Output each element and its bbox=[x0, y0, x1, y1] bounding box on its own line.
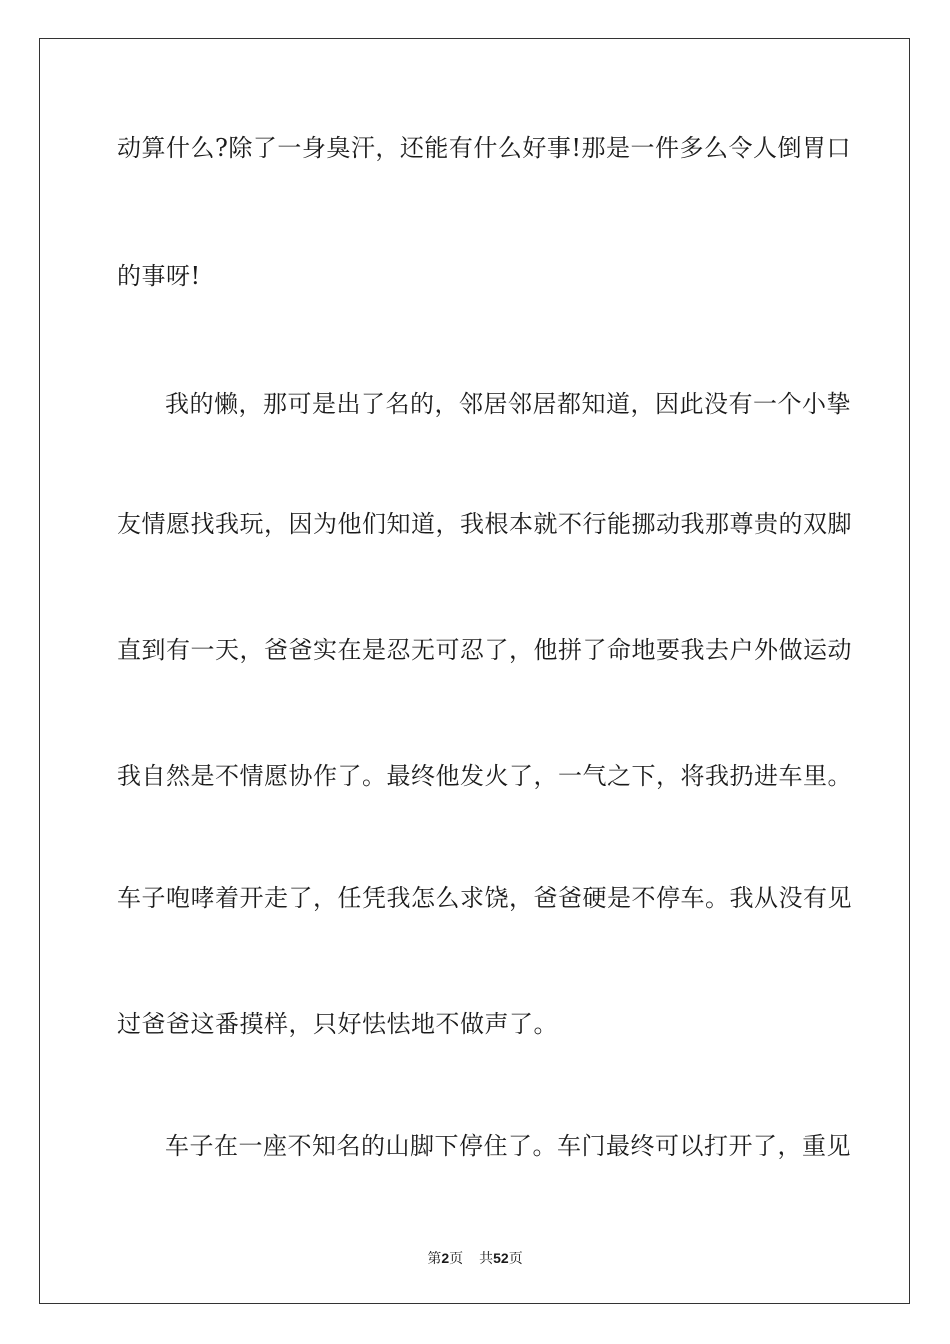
text-line-5: 直到有一天，爸爸实在是忍无可忍了，他拼了命地要我去户外做运动 bbox=[117, 636, 852, 664]
page-suffix: 页 bbox=[449, 1251, 464, 1267]
page-footer bbox=[0, 1248, 950, 1268]
text-line-9: 车子在一座不知名的山脚下停住了。车门最终可以打开了，重见 bbox=[165, 1132, 851, 1160]
text-line-6: 我自然是不情愿协作了。最终他发火了，一气之下，将我扔进车里。 bbox=[117, 762, 852, 790]
page-prefix: 第 bbox=[427, 1251, 442, 1267]
page-number: 2 bbox=[441, 1250, 450, 1266]
total-pages: 52 bbox=[493, 1250, 509, 1266]
text-line-8: 过爸爸这番摸样，只好怯怯地不做声了。 bbox=[117, 1010, 558, 1038]
text-line-4: 友情愿找我玩，因为他们知道，我根本就不行能挪动我那尊贵的双脚 bbox=[117, 510, 852, 538]
page-border bbox=[39, 38, 910, 1304]
text-line-1: 动算什么?除了一身臭汗，还能有什么好事!那是一件多么令人倒胃口 bbox=[117, 134, 852, 162]
total-suffix: 页 bbox=[508, 1251, 523, 1267]
text-line-7: 车子咆哮着开走了，任凭我怎么求饶，爸爸硬是不停车。我从没有见 bbox=[117, 884, 852, 912]
total-prefix: 共 bbox=[479, 1251, 494, 1267]
text-line-2: 的事呀! bbox=[117, 262, 201, 290]
text-line-3: 我的懒，那可是出了名的，邻居邻居都知道，因此没有一个小挚 bbox=[165, 390, 851, 418]
